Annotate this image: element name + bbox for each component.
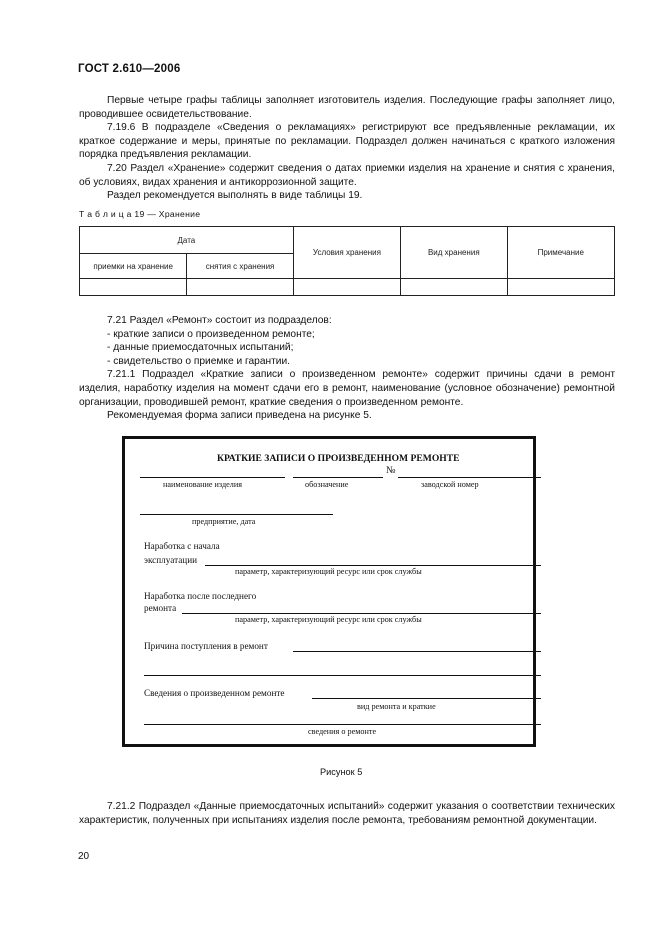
label-repair-reason: Причина поступления в ремонт: [144, 641, 268, 651]
label-operating-time-last-2: ремонта: [144, 603, 177, 613]
form-title: КРАТКИЕ ЗАПИСИ О ПРОИЗВЕДЕННОМ РЕМОНТЕ: [217, 453, 460, 464]
form-line: [182, 613, 541, 614]
form-line: [312, 698, 541, 699]
table-caption: Т а б л и ц а 19 — Хранение: [79, 209, 201, 219]
form-line: [140, 477, 285, 478]
paragraph-7-21-1: 7.21.1 Подраздел «Краткие записи о произведенном ремонте» содержит причины сдачи в ремонт изделия, наработку изделия на момент сдачи его в ремонт, наименование (условное обозначение) ремонтной организации, проводившей ремонт, краткие сведения о произведенном ремонте.: [79, 369, 615, 408]
document-header: ГОСТ 2.610—2006: [78, 63, 181, 75]
label-operating-time-start: Наработка с начала: [144, 541, 220, 551]
table-header-accept: приемки на хранение: [80, 254, 187, 279]
form-line: [293, 477, 383, 478]
storage-table: [79, 226, 615, 296]
list-item: - свидетельство о приемке и гарантии.: [107, 355, 290, 367]
table-header-remove: снятия с хранения: [187, 254, 293, 279]
paragraph-7-20: 7.20 Раздел «Хранение» содержит сведения о датах приемки изделия на хранение и снятия с хранения, об условиях, видах хранения и антикоррозионной защите.: [79, 162, 615, 188]
form-line: [144, 675, 541, 676]
caption-designation: обозначение: [305, 480, 349, 489]
table-header-note: Примечание: [507, 227, 615, 279]
label-repair-info: Сведения о произведенном ремонте: [144, 688, 285, 698]
caption-repair-kind: вид ремонта и краткие: [357, 702, 436, 711]
list-item: - краткие записи о произведенном ремонте;: [107, 328, 315, 340]
caption-product-name: наименование изделия: [163, 480, 243, 489]
paragraph: Рекомендуемая форма записи приведена на рисунке 5.: [107, 410, 372, 422]
caption-serial-number: заводской номер: [421, 480, 479, 489]
label-operating-time-start-2: эксплуатации: [144, 555, 198, 565]
section-7-21-2: [79, 800, 615, 827]
figure-5-form: [122, 436, 536, 747]
table-header-conditions: Условия хранения: [293, 227, 400, 279]
figure-caption: Рисунок 5: [320, 767, 363, 777]
paragraph-7-21-2: 7.21.2 Подраздел «Данные приемосдаточных испытаний» содержит указания о соответствии технических характеристик, полученных при испытаниях изделия после ремонта, требованиям ремонтной документации.: [79, 801, 615, 826]
paragraph: Первые четыре графы таблицы заполняет изготовитель изделия. Последующие графы заполняет лицо, проводившее освидетельствование.: [79, 95, 615, 120]
paragraph: Раздел рекомендуется выполнять в виде таблицы 19.: [107, 190, 363, 202]
caption-parameter: параметр, характеризующий ресурс или срок службы: [235, 615, 422, 624]
paragraph-7-21: 7.21 Раздел «Ремонт» состоит из подразделов:: [107, 315, 332, 326]
label-operating-time-last: Наработка после последнего: [144, 591, 257, 601]
intro-paragraphs: [79, 94, 615, 203]
table-row: [80, 279, 615, 296]
table-header-kind: Вид хранения: [401, 227, 507, 279]
list-item: - данные приемосдаточных испытаний;: [107, 342, 294, 354]
number-sign: №: [386, 465, 396, 476]
paragraph-7-19-6: 7.19.6 В подразделе «Сведения о рекламациях» регистрируют все предъявленные рекламации, их краткое содержание и меры, принятые по рекламации. Подраздел должен начинаться с краткого изложения порядка предъявления рекламации.: [79, 122, 615, 161]
form-line: [293, 651, 541, 652]
caption-enterprise-date: предприятие, дата: [192, 517, 256, 526]
table-header-date: Дата: [80, 227, 294, 254]
form-line: [205, 565, 541, 566]
section-7-21: [79, 314, 615, 423]
form-line: [398, 477, 541, 478]
page-number: 20: [78, 851, 90, 862]
caption-parameter: параметр, характеризующий ресурс или срок службы: [235, 567, 422, 576]
form-line: [140, 514, 333, 515]
caption-repair-info: сведения о ремонте: [308, 727, 377, 736]
form-line: [144, 724, 541, 725]
